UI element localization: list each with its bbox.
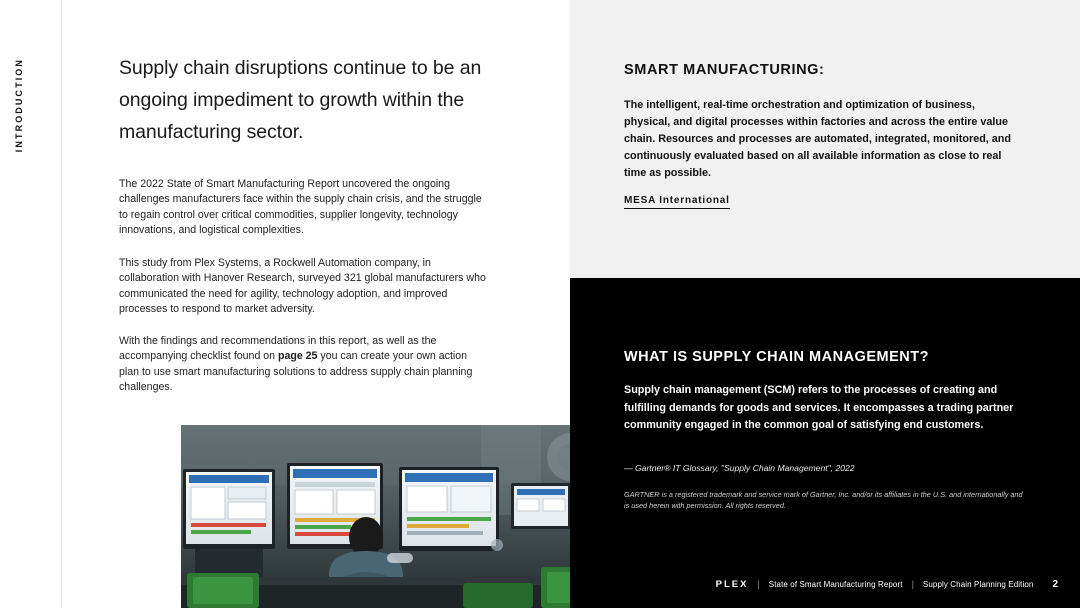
intro-paragraph-1: The 2022 State of Smart Manufacturing Report uncovered the ongoing challenges manufacturers face within the supply chain crisis, and the struggle to regain control over critical commodities, supplier longevity, technology innovations, and logistical complexities. (119, 178, 482, 237)
main-column (62, 0, 570, 608)
intro-paragraph-2: This study from Plex Systems, a Rockwell Automation company, in collaboration with Hanover Research, surveyed 321 global manufacturers who communicated the need for agility, technology adoption, and improved processes to respond to market adversity. (119, 257, 486, 316)
page-reference: page 25 (278, 350, 318, 363)
intro-paragraph-3 (119, 334, 487, 396)
supply-chain-citation: — Gartner® IT Glossary, "Supply Chain Management", 2022 (624, 463, 855, 473)
page-number: 2 (1052, 578, 1058, 590)
footer-separator-2: | (911, 579, 914, 589)
page-headline: Supply chain disruptions continue to be an ongoing impediment to growth within the manufacturing sector. (119, 57, 482, 143)
footer-edition: Supply Chain Planning Edition (922, 579, 1034, 589)
smart-manufacturing-body: The intelligent, real-time orchestration and optimization of business, physical, and digital processes within factories and across the entire value chain. Resources and processes are automated, integrated, monitored, and continuously evaluated based on all available information as close to real time as possible. (624, 99, 1011, 179)
factory-photo-illustration (181, 425, 632, 608)
page-footer (570, 576, 1080, 592)
paragraph3-post: you can create your own action plan to use smart manufacturing solutions to address supply chain planning challenges. (119, 350, 473, 394)
supply-chain-body: Supply chain management (SCM) refers to the processes of creating and fulfilling demands for goods and services. It encompasses a trading partner community engaged in the common goal of satisfying end customers. (624, 384, 1014, 431)
footer-separator-1: | (757, 579, 760, 589)
smart-manufacturing-source: MESA International (624, 195, 730, 209)
supply-chain-panel (570, 278, 1080, 608)
plex-logo: PLEX (715, 578, 749, 590)
paragraph3-pre: With the findings and recommendations in this report, as well as the accompanying checklist found on (119, 335, 437, 363)
supply-chain-title: WHAT IS SUPPLY CHAIN MANAGEMENT? (624, 349, 929, 365)
supply-chain-legal: GARTNER is a registered trademark and service mark of Gartner, Inc. and/or its affiliates in the U.S. and internationally and is used herein with permission. All rights reserved. (624, 490, 1023, 510)
footer-report-title: State of Smart Manufacturing Report (768, 579, 903, 589)
smart-manufacturing-title: SMART MANUFACTURING: (624, 62, 825, 78)
smart-manufacturing-panel (570, 0, 1080, 278)
section-rail (0, 0, 62, 608)
factory-photo (181, 425, 632, 608)
section-label: INTRODUCTION (14, 58, 24, 153)
